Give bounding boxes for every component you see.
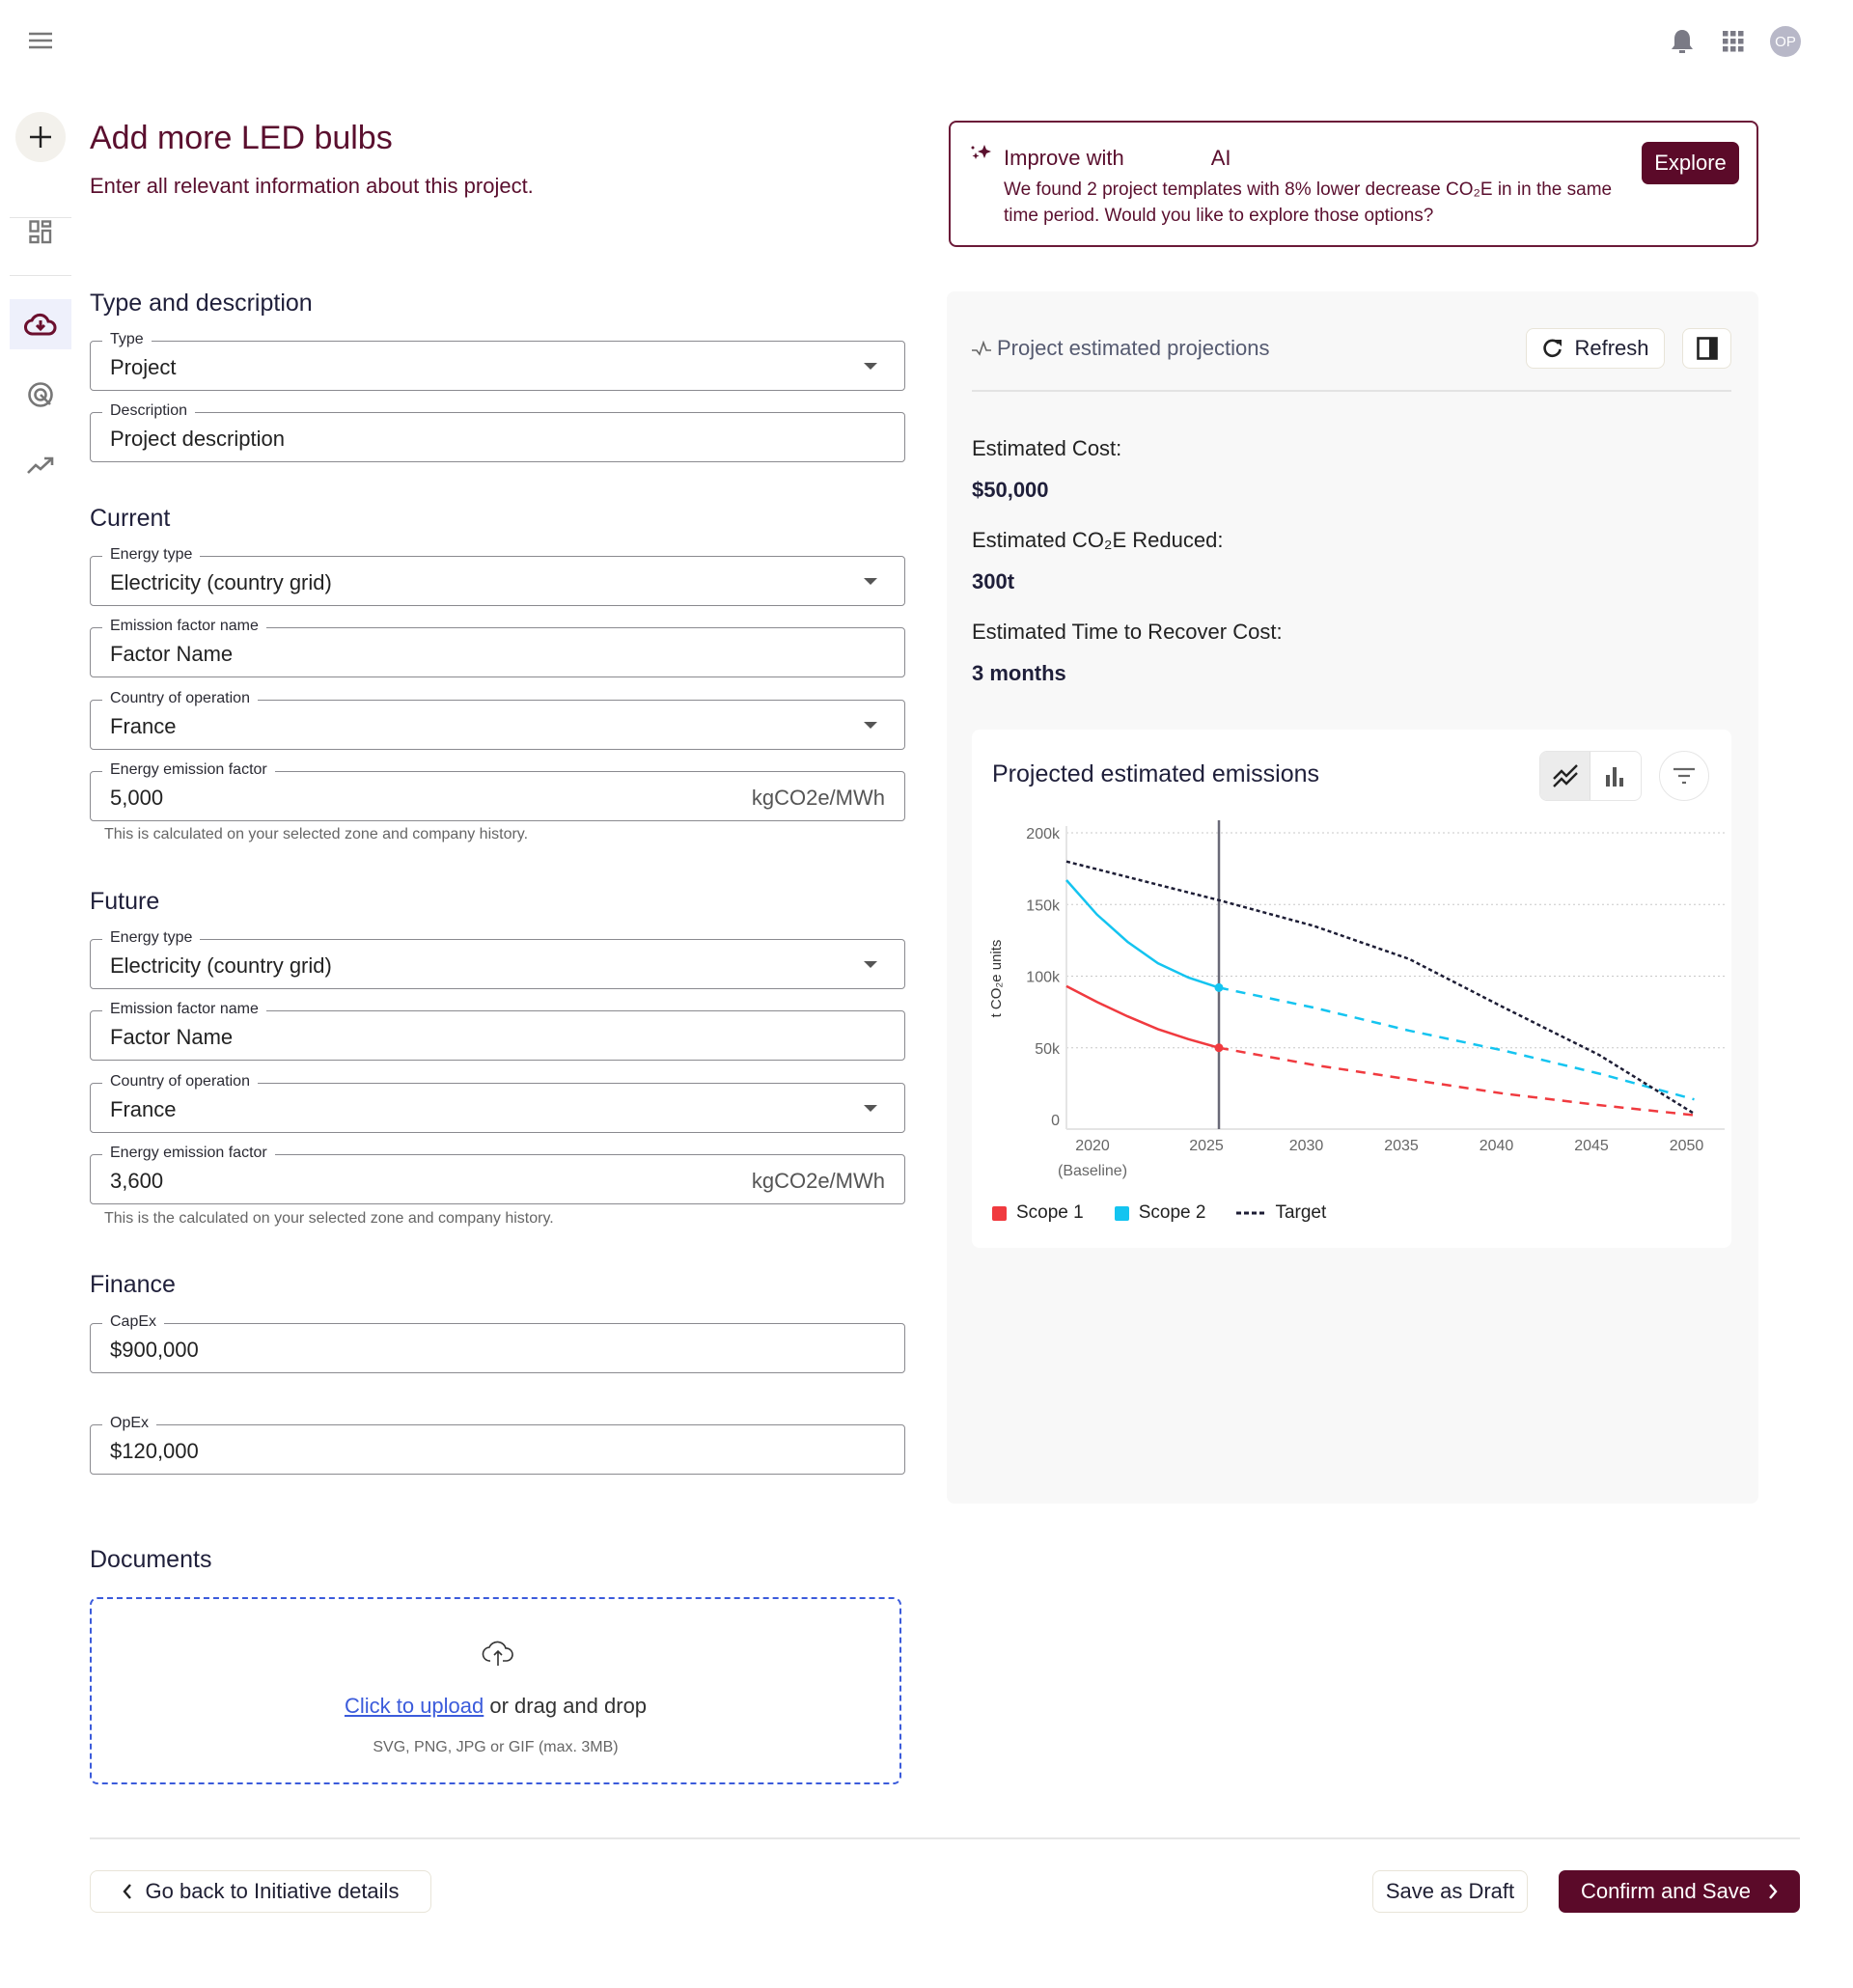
sidebar-divider bbox=[10, 217, 71, 218]
estimated-cost-value: $50,000 bbox=[972, 478, 1049, 502]
legend-label: Target bbox=[1275, 1202, 1327, 1223]
fut-energy-type-value: Electricity (country grid) bbox=[110, 953, 332, 978]
cur-energy-type-value: Electricity (country grid) bbox=[110, 570, 332, 594]
chevron-right-icon bbox=[1768, 1884, 1778, 1899]
fut-factor-name-label: Emission factor name bbox=[102, 1001, 266, 1018]
cur-emission-factor-input[interactable] bbox=[90, 761, 905, 821]
fut-emission-factor-input[interactable] bbox=[90, 1145, 905, 1204]
chart-legend bbox=[992, 1202, 1326, 1224]
legend-dashed-swatch bbox=[1236, 1211, 1265, 1215]
section-finance: Finance bbox=[90, 1271, 176, 1298]
capex-input[interactable] bbox=[90, 1313, 905, 1373]
avatar[interactable]: OP bbox=[1770, 26, 1801, 57]
description-input[interactable] bbox=[90, 402, 905, 462]
upload-text: or drag and drop bbox=[484, 1694, 648, 1718]
page-title: Add more LED bulbs bbox=[90, 120, 393, 156]
x-tick-label: 2050 bbox=[1669, 1138, 1704, 1154]
cur-country-select[interactable] bbox=[90, 690, 905, 750]
dropdown-caret-icon bbox=[864, 961, 877, 968]
section-current: Current bbox=[90, 505, 171, 532]
ai-label: AI bbox=[1210, 146, 1231, 170]
y-tick-label: 0 bbox=[1051, 1113, 1060, 1129]
cur-country-value: France bbox=[110, 714, 177, 738]
capex-value: $900,000 bbox=[110, 1338, 199, 1362]
sidebar-divider bbox=[10, 275, 71, 276]
click-to-upload-link[interactable]: Click to upload bbox=[344, 1694, 484, 1718]
dropdown-caret-icon bbox=[864, 1105, 877, 1112]
cloud-download-icon bbox=[24, 312, 57, 337]
type-select[interactable] bbox=[90, 331, 905, 391]
y-tick-label: 50k bbox=[1035, 1040, 1060, 1058]
upload-cloud-icon bbox=[482, 1638, 514, 1667]
y-tick-label: 100k bbox=[1026, 969, 1060, 986]
section-type-description: Type and description bbox=[90, 290, 313, 317]
legend-swatch bbox=[1115, 1206, 1129, 1221]
co2-reduced-value: 300t bbox=[972, 569, 1015, 594]
legend-label: Scope 2 bbox=[1138, 1202, 1206, 1223]
fut-country-label: Country of operation bbox=[102, 1073, 258, 1091]
panel-divider bbox=[972, 390, 1731, 392]
fut-factor-name-value: Factor Name bbox=[110, 1025, 234, 1049]
chevron-left-icon bbox=[123, 1884, 132, 1899]
scope-1-actual-line bbox=[1066, 986, 1219, 1048]
trending-up-icon[interactable] bbox=[27, 456, 54, 480]
scope-2-actual-line bbox=[1066, 880, 1219, 987]
legend-item[interactable] bbox=[992, 1202, 1084, 1224]
add-button[interactable] bbox=[15, 112, 66, 162]
fut-energy-type-select[interactable] bbox=[90, 929, 905, 989]
confirm-save-button[interactable] bbox=[1559, 1870, 1800, 1913]
panel-title-label: Project estimated projections bbox=[997, 336, 1270, 360]
description-value: Project description bbox=[110, 427, 285, 451]
section-future: Future bbox=[90, 888, 160, 915]
opex-value: $120,000 bbox=[110, 1439, 199, 1463]
confirm-save-label: Confirm and Save bbox=[1580, 1879, 1752, 1903]
x-tick-label: 2045 bbox=[1574, 1138, 1609, 1154]
side-panel-icon bbox=[1697, 337, 1718, 360]
fut-country-select[interactable] bbox=[90, 1073, 905, 1133]
x-tick-label: 2035 bbox=[1384, 1138, 1419, 1154]
fut-emission-factor-value: 3,600 bbox=[110, 1169, 164, 1193]
scope-2-projected-line bbox=[1219, 987, 1695, 1099]
upload-dropzone[interactable] bbox=[90, 1597, 901, 1784]
type-label: Type bbox=[102, 331, 152, 348]
bell-icon[interactable] bbox=[1670, 27, 1695, 61]
legend-item[interactable] bbox=[1115, 1202, 1206, 1224]
sidebar-item-projects[interactable] bbox=[10, 299, 71, 349]
fut-factor-name-input[interactable] bbox=[90, 1001, 905, 1061]
cur-energy-type-select[interactable] bbox=[90, 546, 905, 606]
x-tick-sublabel: (Baseline) bbox=[1057, 1163, 1128, 1179]
x-tick-label: 2025 bbox=[1189, 1138, 1224, 1154]
opex-label: OpEx bbox=[102, 1415, 156, 1432]
ai-suggestion-banner bbox=[949, 121, 1758, 247]
y-tick-label: 200k bbox=[1026, 826, 1060, 842]
cur-factor-name-value: Factor Name bbox=[110, 642, 234, 666]
sparkle-icon bbox=[970, 144, 993, 165]
pulse-icon bbox=[972, 341, 991, 356]
back-button[interactable] bbox=[90, 1870, 431, 1913]
panel-title bbox=[972, 336, 1269, 361]
cur-energy-type-label: Energy type bbox=[102, 546, 200, 564]
cur-factor-name-input[interactable] bbox=[90, 618, 905, 677]
chart-title: Projected estimated emissions bbox=[992, 760, 1320, 787]
co2-reduced-label: Estimated CO₂E Reduced: bbox=[972, 528, 1224, 552]
section-documents: Documents bbox=[90, 1546, 212, 1573]
explore-button[interactable]: Explore bbox=[1642, 142, 1739, 184]
dropdown-caret-icon bbox=[864, 722, 877, 729]
legend-label: Scope 1 bbox=[1016, 1202, 1084, 1223]
opex-input[interactable] bbox=[90, 1415, 905, 1475]
dropdown-caret-icon bbox=[864, 363, 877, 370]
y-tick-label: 150k bbox=[1026, 897, 1060, 915]
cur-emission-factor-label: Energy emission factor bbox=[102, 761, 275, 779]
cur-emission-factor-value: 5,000 bbox=[110, 786, 164, 810]
legend-item[interactable] bbox=[1236, 1202, 1326, 1224]
fut-emission-factor-label: Energy emission factor bbox=[102, 1145, 275, 1162]
emissions-chart-card bbox=[972, 730, 1731, 1248]
emissions-line-chart bbox=[972, 730, 1731, 1248]
cur-emission-factor-unit: kgCO2e/MWh bbox=[751, 786, 885, 810]
legend-swatch bbox=[992, 1206, 1007, 1221]
refresh-button[interactable] bbox=[1526, 328, 1665, 369]
dropdown-caret-icon bbox=[864, 578, 877, 585]
scope-1-projected-line bbox=[1219, 1048, 1695, 1116]
toggle-panel-button[interactable] bbox=[1682, 328, 1731, 369]
ai-message: We found 2 project templates with 8% lower decrease CO₂E in in the same time period. Would you like to explore those options? bbox=[1004, 179, 1613, 226]
dashboard-icon[interactable] bbox=[29, 220, 52, 250]
menu-icon[interactable] bbox=[27, 29, 54, 52]
fut-emission-factor-unit: kgCO2e/MWh bbox=[751, 1169, 885, 1193]
description-label: Description bbox=[102, 402, 195, 420]
cur-country-label: Country of operation bbox=[102, 690, 258, 707]
capex-label: CapEx bbox=[102, 1313, 164, 1331]
refresh-icon bbox=[1541, 338, 1563, 359]
x-tick-label: 2030 bbox=[1288, 1138, 1324, 1154]
future-helper-text: This is the calculated on your selected zone and company history. bbox=[104, 1210, 554, 1227]
y-axis-label: t CO₂e units bbox=[988, 939, 1005, 1018]
cur-factor-name-label: Emission factor name bbox=[102, 618, 266, 635]
recover-time-value: 3 months bbox=[972, 661, 1066, 685]
apps-grid-icon[interactable] bbox=[1723, 31, 1744, 57]
ai-title: Improve with bbox=[1004, 146, 1124, 170]
fut-country-value: France bbox=[110, 1097, 177, 1121]
upload-hint: SVG, PNG, JPG or GIF (max. 3MB) bbox=[373, 1739, 619, 1755]
plus-icon bbox=[29, 125, 52, 149]
estimated-cost-label: Estimated Cost: bbox=[972, 436, 1122, 460]
recover-time-label: Estimated Time to Recover Cost: bbox=[972, 620, 1283, 644]
footer-divider bbox=[90, 1837, 1800, 1839]
current-helper-text: This is calculated on your selected zone and company history. bbox=[104, 826, 529, 842]
x-tick-label: 2020 bbox=[1075, 1138, 1110, 1154]
scope-2-current-point bbox=[1215, 983, 1224, 992]
refresh-label: Refresh bbox=[1574, 336, 1649, 360]
fut-energy-type-label: Energy type bbox=[102, 929, 200, 947]
x-tick-label: 2040 bbox=[1479, 1138, 1514, 1154]
type-value: Project bbox=[110, 355, 177, 379]
page-subtitle: Enter all relevant information about this project. bbox=[90, 174, 534, 198]
target-icon[interactable] bbox=[27, 381, 54, 413]
scope-1-current-point bbox=[1215, 1043, 1224, 1052]
back-button-label: Go back to Initiative details bbox=[145, 1879, 400, 1903]
save-draft-button[interactable]: Save as Draft bbox=[1372, 1870, 1528, 1913]
